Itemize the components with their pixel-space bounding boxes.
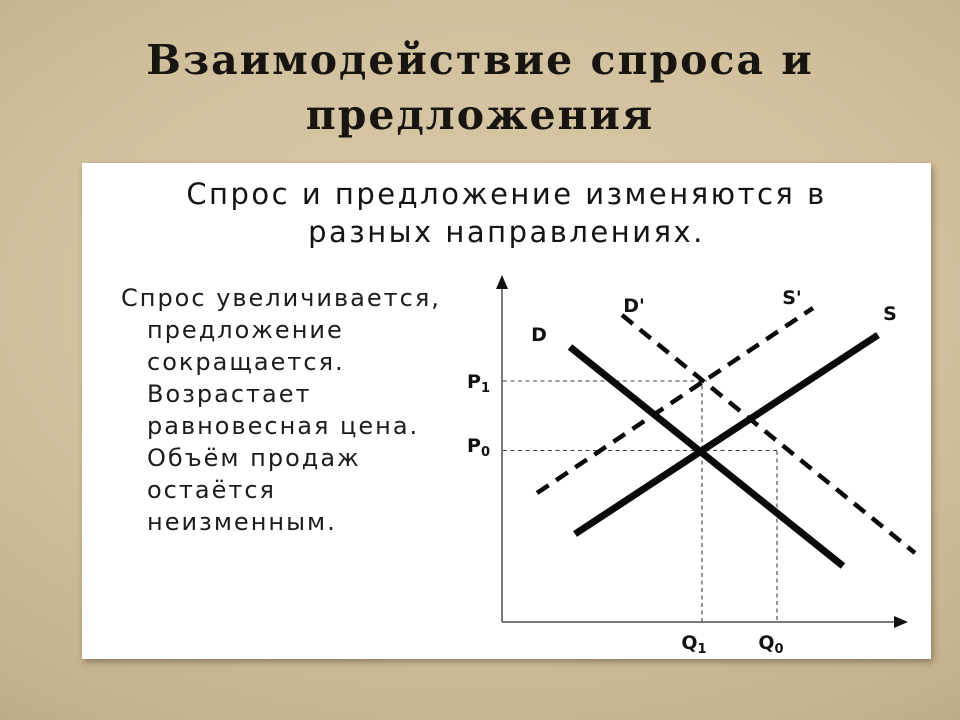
body-text-line: сокращается.: [147, 348, 345, 376]
panel-heading-line-2: разных направлениях.: [308, 215, 705, 249]
body-text-line: остаётся: [147, 476, 276, 504]
body-text-line: равновесная цена.: [147, 412, 420, 440]
demand-label: D: [531, 324, 547, 346]
supply-label: S: [883, 303, 897, 325]
slide-title: [0, 33, 960, 143]
panel-heading-line-1: Спрос и предложение изменяются в: [186, 177, 827, 211]
demand-curve: [570, 347, 843, 566]
body-text-line: Возрастает: [147, 380, 312, 408]
p1-label: $P_1$: [467, 371, 490, 396]
supply-demand-diagram: [82, 163, 931, 659]
slide-title-line-1: Взаимодействие спроса и: [146, 36, 814, 84]
body-text-line: неизменным.: [147, 508, 337, 536]
price-axis-arrow-icon: [496, 275, 508, 289]
p0-label: $P_0$: [467, 435, 490, 460]
slide-title-line-2: предложения: [305, 91, 655, 139]
q1-label: $Q_1$: [681, 632, 707, 657]
body-text-line: Спрос увеличивается,: [121, 284, 441, 312]
quantity-axis-arrow-icon: [894, 616, 908, 628]
demand-new-label: D': [623, 295, 645, 317]
q0-label: $Q_0$: [758, 632, 784, 657]
content-panel: [82, 163, 931, 659]
body-text-line: предложение: [147, 316, 344, 344]
demand-new-curve: [622, 315, 915, 553]
body-text-line: Объём продаж: [147, 444, 361, 472]
supply-new-label: S': [782, 287, 802, 309]
